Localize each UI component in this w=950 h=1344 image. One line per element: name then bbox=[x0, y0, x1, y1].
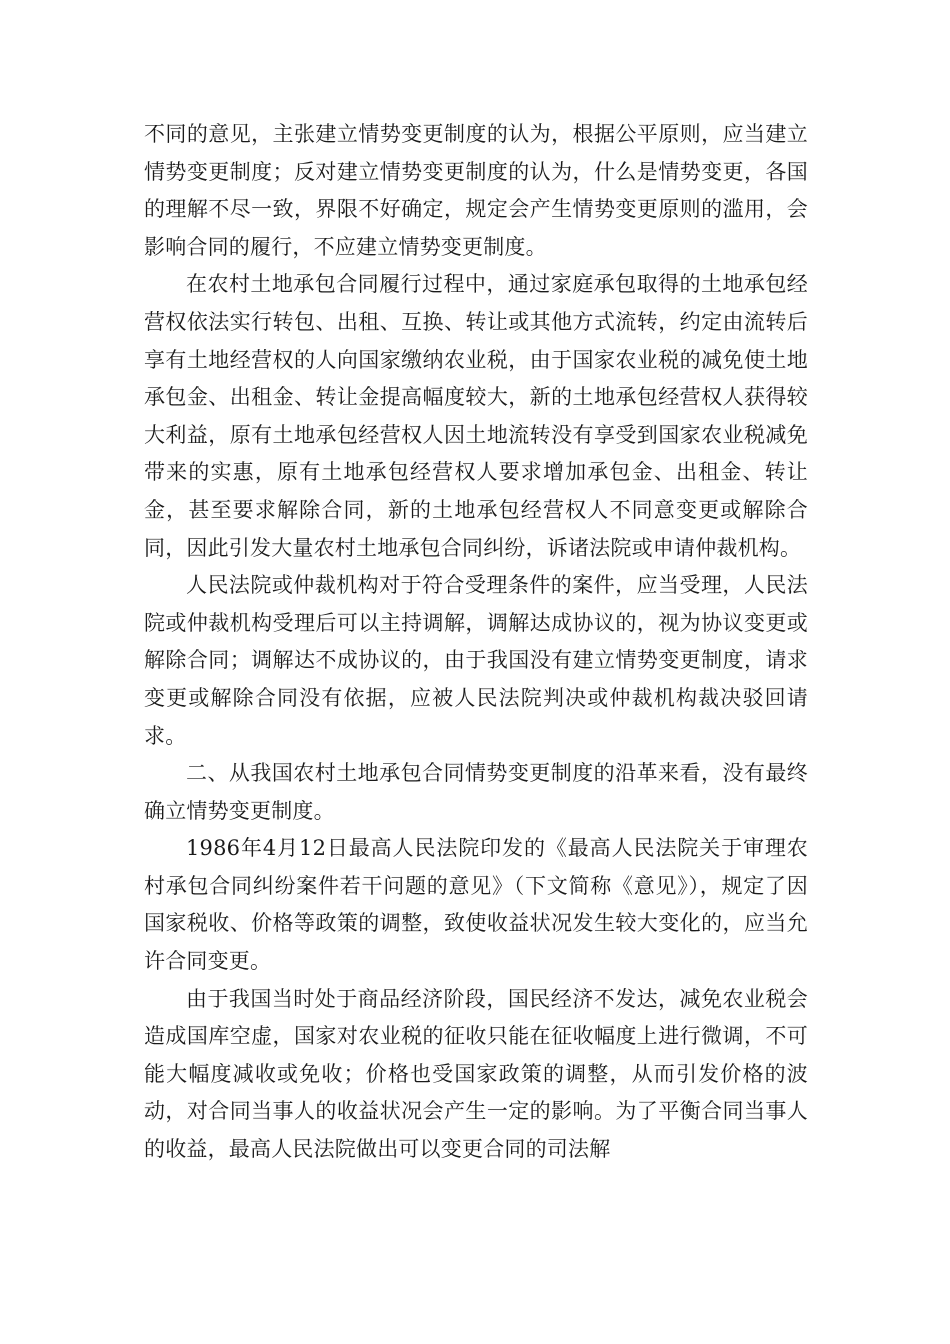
paragraph-continuation: 不同的意见，主张建立情势变更制度的认为，根据公平原则，应当建立情势变更制度；反对建立情势变更制度的认为，什么是情势变更，各国的理解不尽一致，界限不好确定，规定会产生情势变更原则的滥用，会影响合同的履行，不应建立情势变更制度。 bbox=[144, 122, 808, 259]
section-heading-two: 二、从我国农村土地承包合同情势变更制度的沿革来看，没有最终确立情势变更制度。 bbox=[144, 761, 808, 823]
paragraph-commodity-economy: 由于我国当时处于商品经济阶段，国民经济不发达，减免农业税会造成国库空虚，国家对农业税的征收只能在征收幅度上进行微调，不可能大幅度减收或免收；价格也受国家政策的调整，从而引发价格的波动，对合同当事人的收益状况会产生一定的影响。为了平衡合同当事人的收益，最高人民法院做出可以变更合同的司法解 bbox=[144, 986, 808, 1162]
document-body bbox=[144, 116, 808, 1169]
paragraph-land-contract-disputes: 在农村土地承包合同履行过程中，通过家庭承包取得的土地承包经营权依法实行转包、出租、互换、转让或其他方式流转，约定由流转后享有土地经营权的人向国家缴纳农业税，由于国家农业税的减免使土地承包金、出租金、转让金提高幅度较大，新的土地承包经营权人获得较大利益，原有土地承包经营权人因土地流转没有享受到国家农业税减免带来的实惠，原有土地承包经营权人要求增加承包金、出租金、转让金，甚至要求解除合同，新的土地承包经营权人不同意变更或解除合同，因此引发大量农村土地承包合同纠纷，诉诸法院或申请仲裁机构。 bbox=[144, 272, 808, 560]
paragraph-court-arbitration: 人民法院或仲裁机构对于符合受理条件的案件，应当受理，人民法院或仲裁机构受理后可以主持调解，调解达成协议的，视为协议变更或解除合同；调解达不成协议的，由于我国没有建立情势变更制度，请求变更或解除合同没有依据，应被人民法院判决或仲裁机构裁决驳回请求。 bbox=[144, 573, 808, 748]
paragraph-1986-opinion: 1986年4月12日最高人民法院印发的《最高人民法院关于审理农村承包合同纠纷案件若干问题的意见》（下文简称《意见》），规定了因国家税收、价格等政策的调整，致使收益状况发生较大变化的，应当允许合同变更。 bbox=[144, 836, 808, 974]
